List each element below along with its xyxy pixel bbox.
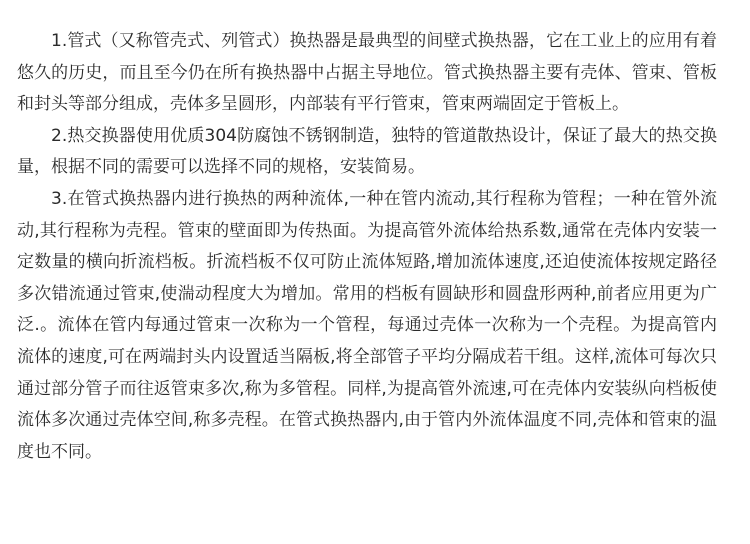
- document-body: [17, 26, 717, 468]
- paragraph-3: 3.在管式换热器内进行换热的两种流体,一种在管内流动,其行程称为管程；一种在管外流动,其行程称为壳程。管束的壁面即为传热面。为提高管外流体给热系数,通常在壳体内安装一定数量的横向折流档板。折流档板不仅可防止流体短路,增加流体速度,还迫使流体按规定路径多次错流通过管束,使湍动程度大为增加。常用的档板有圆缺形和圆盘形两种,前者应用更为广泛.。流体在管内每通过管束一次称为一个管程，每通过壳体一次称为一个壳程。为提高管内流体的速度,可在两端封头内设置适当隔板,将全部管子平均分隔成若干组。这样,流体可每次只通过部分管子而往返管束多次,称为多管程。同样,为提高管外流速,可在壳体内安装纵向档板使流体多次通过壳体空间,称多壳程。在管式换热器内,由于管内外流体温度不同,壳体和管束的温度也不同。: [17, 188, 717, 462]
- paragraph-2: 2.热交换器使用优质304防腐蚀不锈钢制造，独特的管道散热设计，保证了最大的热交换量，根据不同的需要可以选择不同的规格，安装简易。: [17, 125, 717, 178]
- paragraph-1: 1.管式（又称管壳式、列管式）换热器是最典型的间壁式换热器，它在工业上的应用有着悠久的历史，而且至今仍在所有换热器中占据主导地位。管式换热器主要有壳体、管束、管板和封头等部分组成，壳体多呈圆形，内部装有平行管束，管束两端固定于管板上。: [17, 31, 717, 115]
